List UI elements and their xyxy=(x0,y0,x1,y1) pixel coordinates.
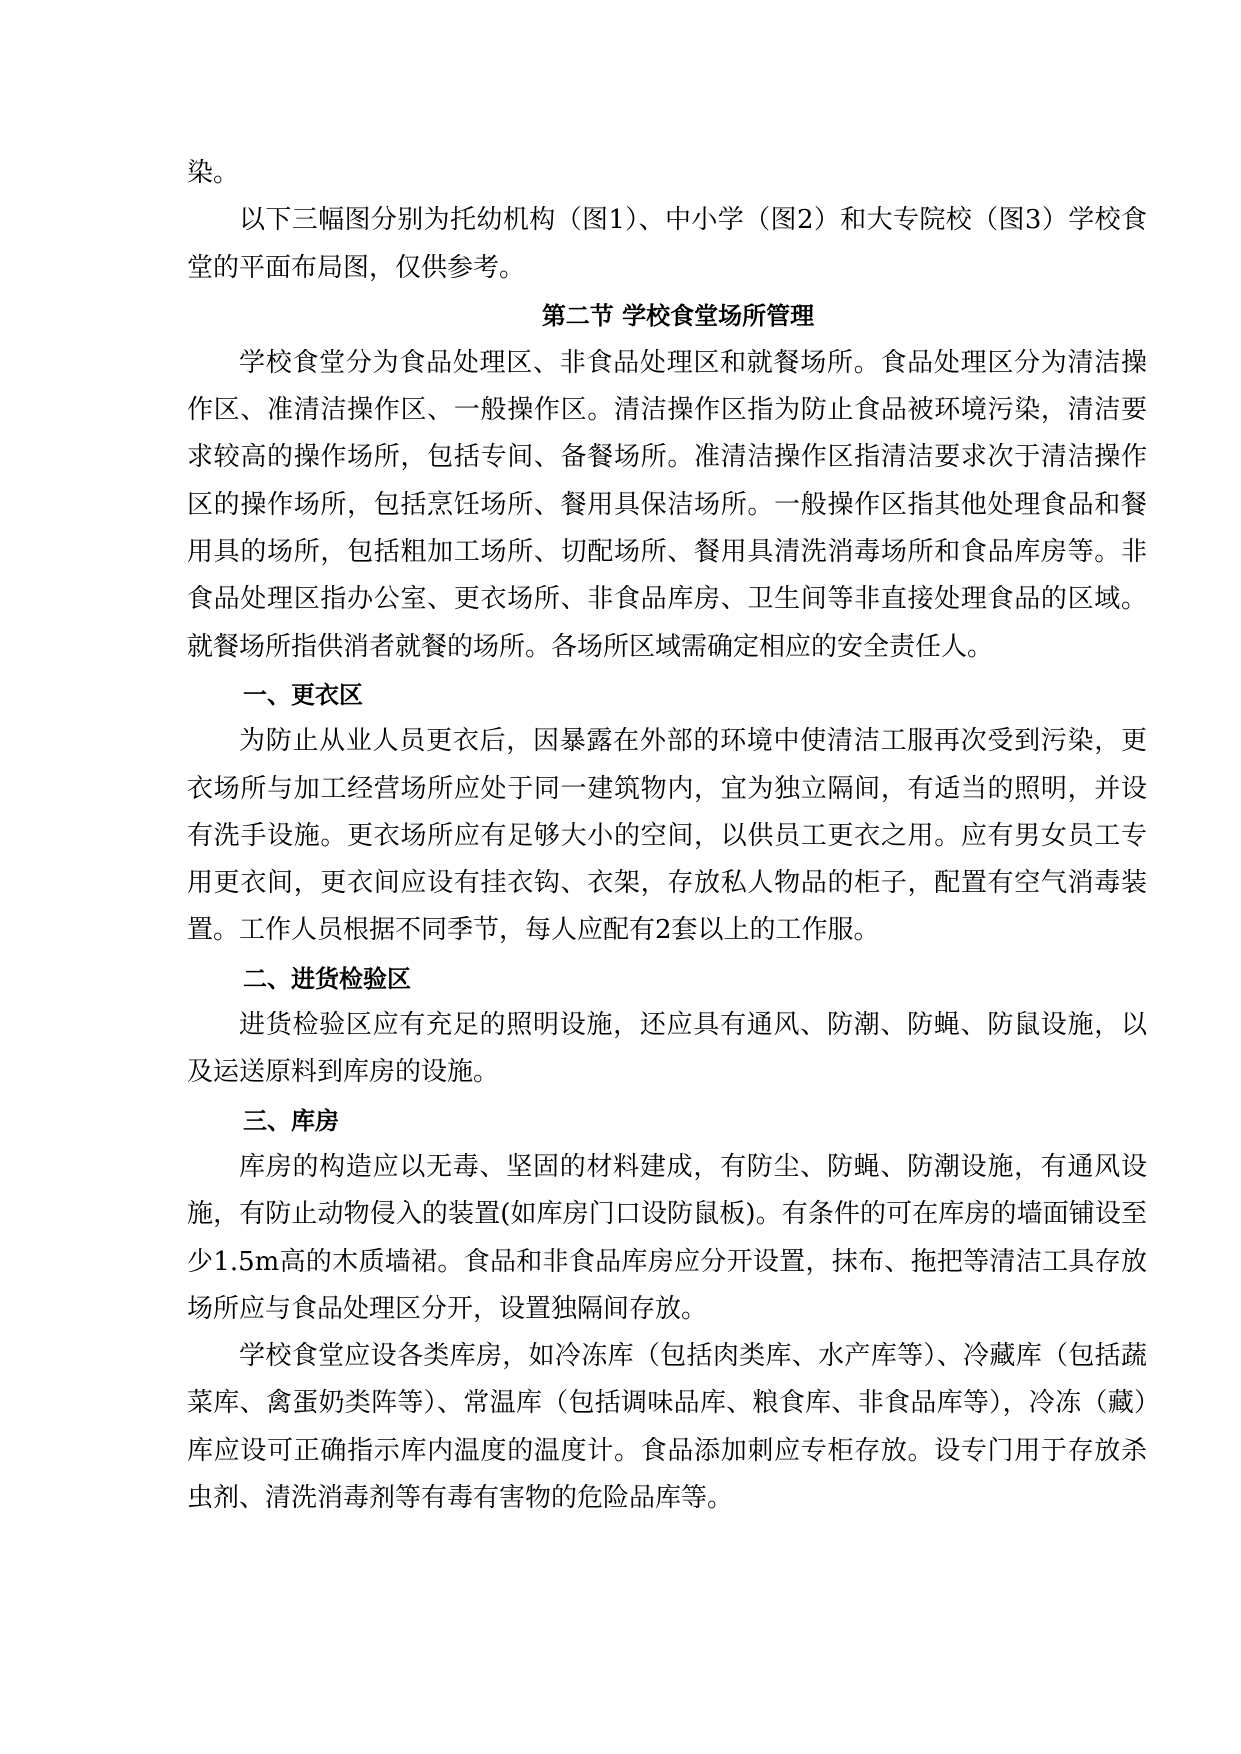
paragraph-figure-note: 以下三幅图分别为托幼机构（图1）、中小学（图2）和大专院校（图3）学校食堂的平面布局图，仅供参考。 xyxy=(187,205,1147,283)
heading-storage: 三、库房 xyxy=(243,1105,339,1135)
paragraph-continuation: 染。 xyxy=(187,158,240,188)
section-title: 第二节 学校食堂场所管理 xyxy=(541,300,815,330)
document-page xyxy=(187,150,1147,1522)
paragraph-changing-area: 为防止从业人员更衣后，因暴露在外部的环境中使清洁工服再次受到污染，更衣场所与加工经营场所应处于同一建筑物内，宜为独立隔间，有适当的照明，并设有洗手设施。更衣场所应有足够大小的空间，以供员工更衣之用。应有男女员工专用更衣间，更衣间应设有挂衣钩、衣架，存放私人物品的柜子，配置有空气消毒装置。工作人员根据不同季节，每人应配有2套以上的工作服。 xyxy=(187,726,1147,946)
heading-changing-area: 一、更衣区 xyxy=(243,679,363,709)
paragraph-storage-types: 学校食堂应设各类库房，如冷冻库（包括肉类库、水产库等）、冷藏库（包括蔬菜库、禽蛋奶类阵等）、常温库（包括调味品库、粮食库、非食品库等），冷冻（藏）库应设可正确指示库内温度的温度计。食品添加刺应专柜存放。设专门用于存放杀虫剂、清洗消毒剂等有毒有害物的危险品库等。 xyxy=(187,1341,1147,1514)
heading-receiving-area: 二、进货检验区 xyxy=(243,963,411,993)
paragraph-receiving-area: 进货检验区应有充足的照明设施，还应具有通风、防潮、防蝇、防鼠设施，以及运送原料到库房的设施。 xyxy=(187,1010,1147,1088)
paragraph-overview: 学校食堂分为食品处理区、非食品处理区和就餐场所。食品处理区分为清洁操作区、准清洁操作区、一般操作区。清洁操作区指为防止食品被环境污染，清洁要求较高的操作场所，包括专间、备餐场所。准清洁操作区指清洁要求次于清洁操作区的操作场所，包括烹饪场所、餐用具保洁场所。一般操作区指其他处理食品和餐用具的场所，包括粗加工场所、切配场所、餐用具清洗消毒场所和食品库房等。非食品处理区指办公室、更衣场所、非食品库房、卫生间等非直接处理食品的区域。就餐场所指供消者就餐的场所。各场所区域需确定相应的安全责任人。 xyxy=(187,347,1147,662)
paragraph-storage-construction: 库房的构造应以无毒、坚固的材料建成，有防尘、防蝇、防潮设施，有通风设施，有防止动物侵入的装置(如库房门口设防鼠板)。有条件的可在库房的墙面铺设至少1.5m高的木质墙裙。食品和非食品库房应分开设置，抹布、拖把等清洁工具存放场所应与食品处理区分开，设置独隔间存放。 xyxy=(187,1151,1147,1324)
